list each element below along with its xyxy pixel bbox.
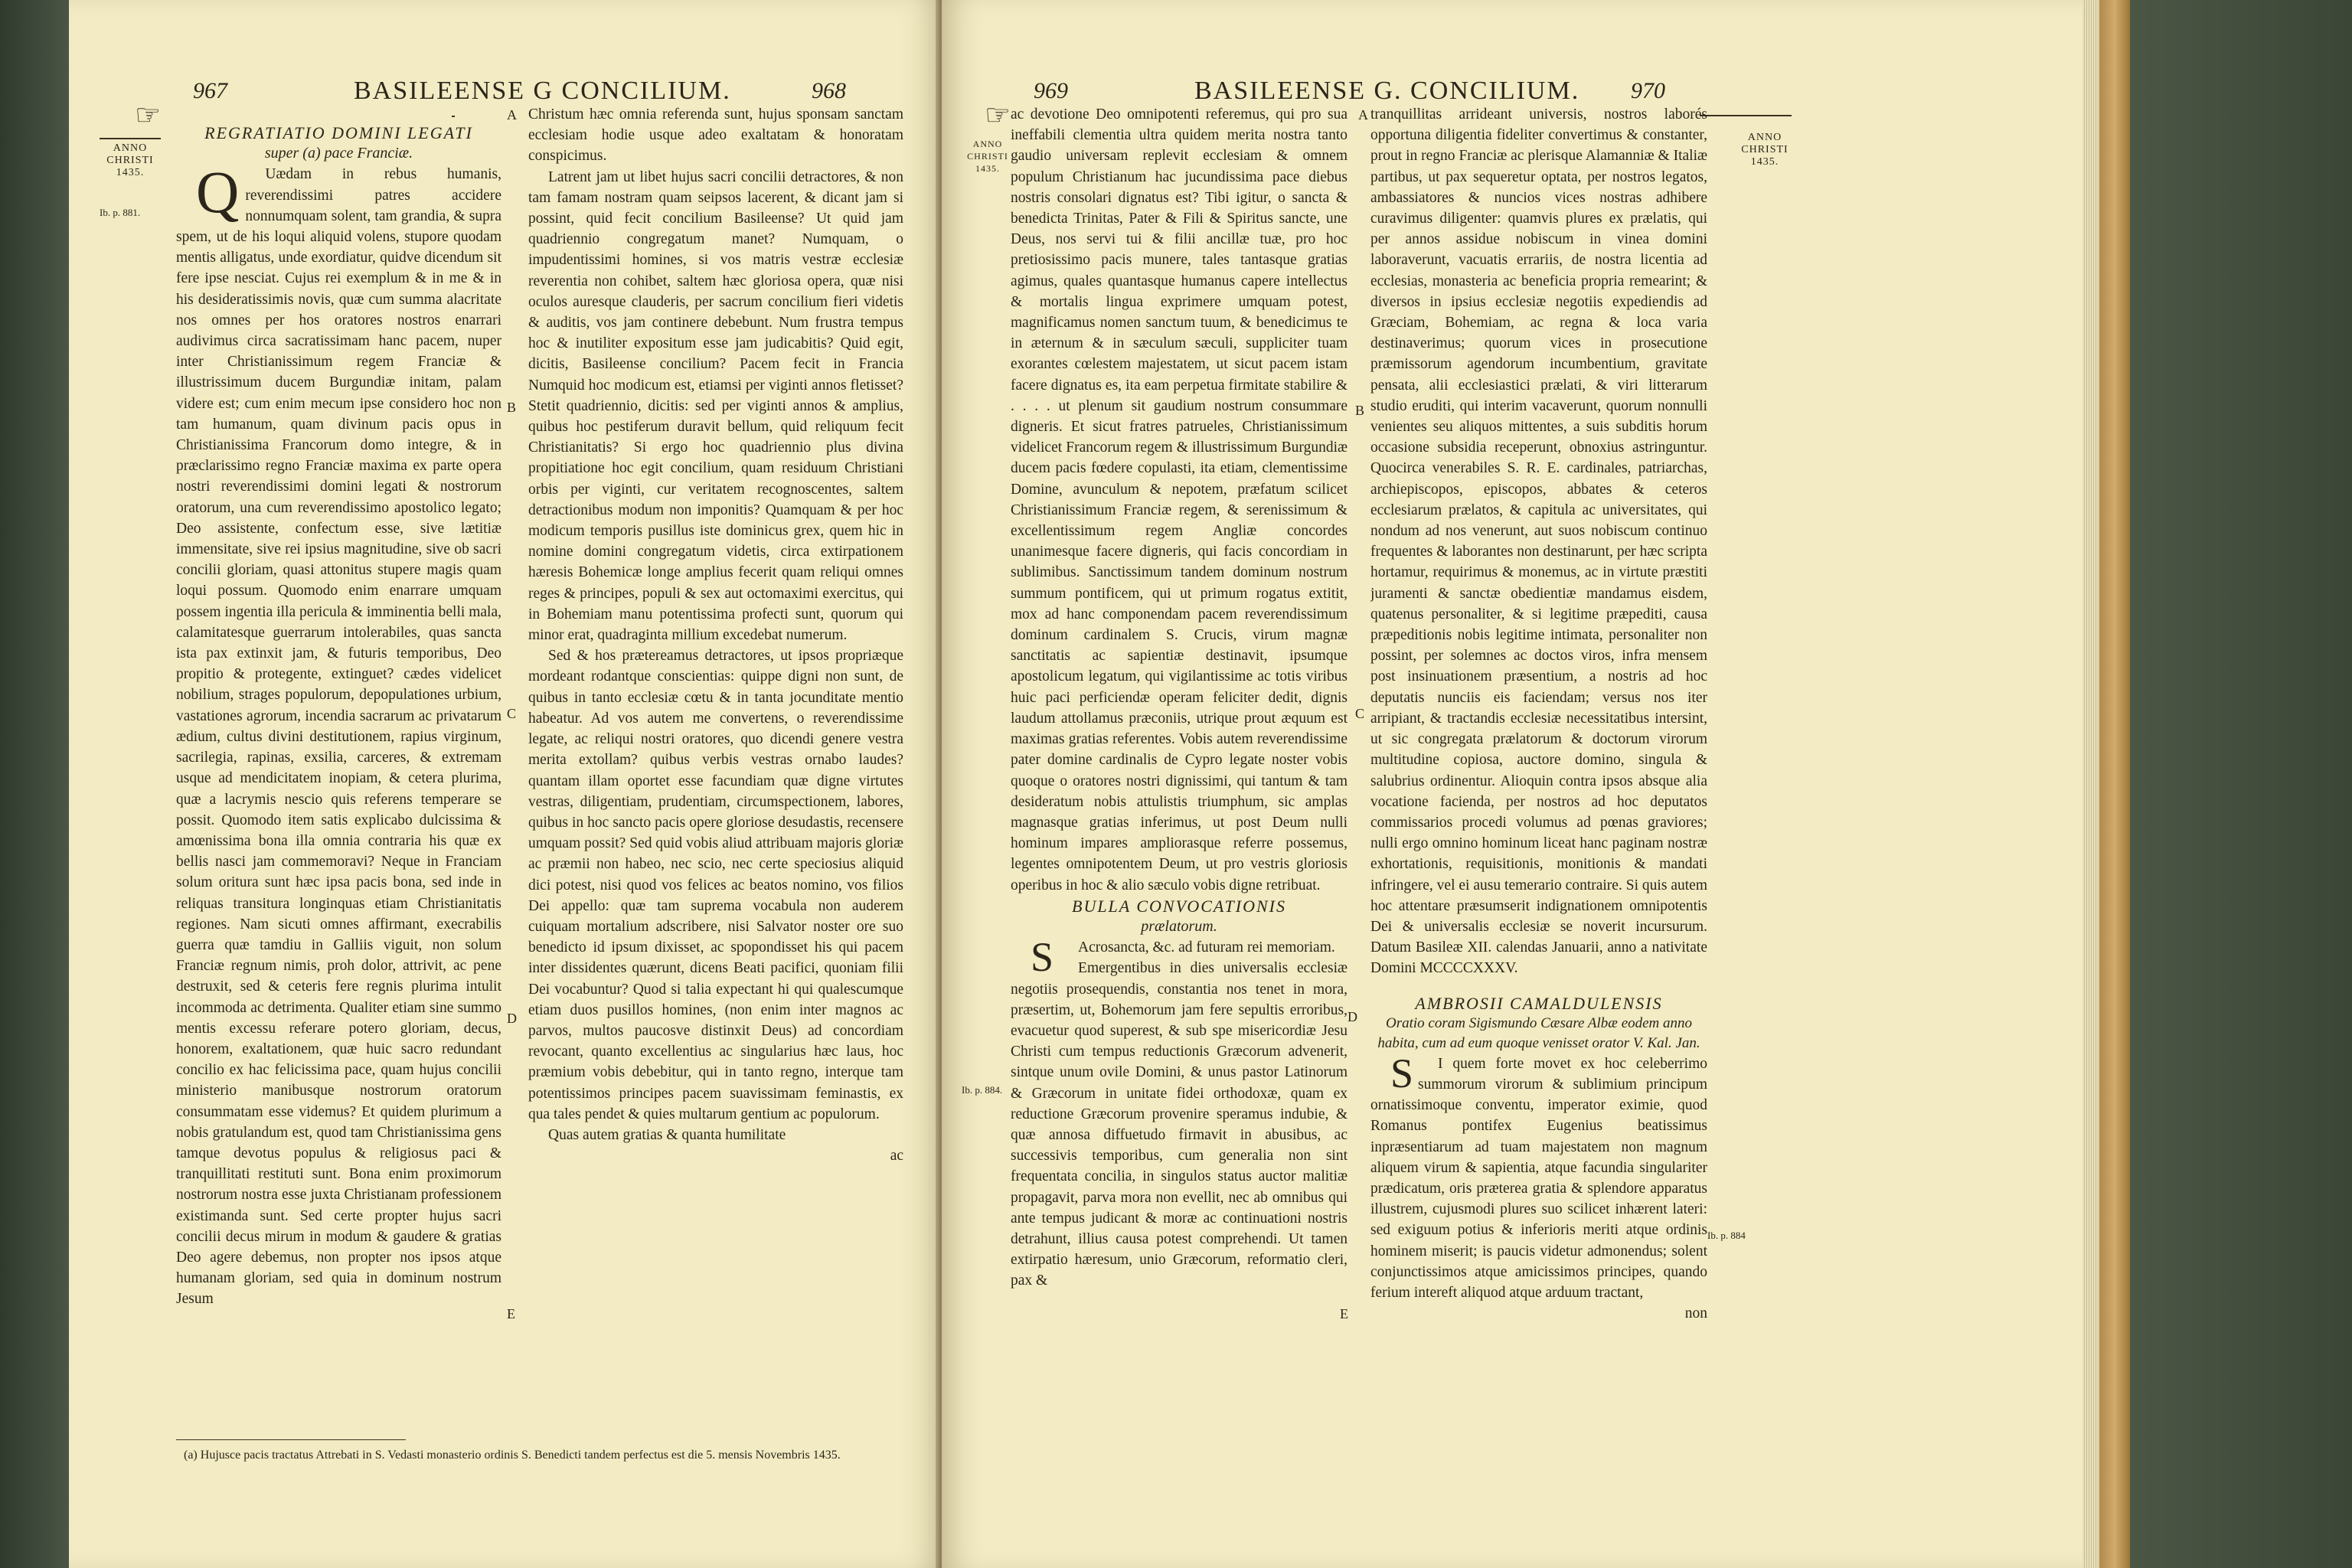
paragraph: Quas autem gratias & quanta humilitate (548, 1126, 786, 1143)
margin-year-line: ANNO (113, 142, 148, 154)
text-column-left (1011, 104, 1348, 1505)
book-cover-edge (2099, 0, 2130, 1568)
margin-letter: E (507, 1306, 515, 1321)
margin-letter: A (507, 107, 517, 122)
paragraph: tranquillitas arrideant universis, nostros laborés opportuna diligentia fideliter convertimus & constanter, prout in regno Franciæ ac plerisque Alamanniæ & Italiæ partibus, ut pax sequeretur optata, per nostros legatos, ambassiatores & nuncios vices nostras adhibere curavimus diligenter: quamvis plures ex prælatis, qui per annos assidue nobiscum in vinea domini laboraverunt, vacuatis errariis, de nostra licentia ad ecclesias, monasteria ac beneficia propria remearint; & diversos in ipsius ecclesiæ negotiis expediendis ad Græciam, Bohemiam, ac regna & loca varia destinaverimus; quorum vices in prosecutione præmissorum agendorum incumbentium, gravitate pensata, alii ecclesiastici prælati, & viri litterarum studio eruditi, qui interim vacaverunt, quorum nonnulli venientes seu aliquos mittentes, a suis subditis horum occasione subsidia receperunt, obnoxius astringuntur. Quocirca venerabiles S. R. E. cardinales, patriarchas, archiepiscopos, episcopos, abbates & ceteros ecclesiarum prælatos, & capitula ac universitates, qui nondum ad nos venerunt, aut suos nobiscum continuo frequentes & laborantes non destinarunt, per hæc scripta hortamur, requirimus & monemus, ac in virtute præstiti juramenti & sanctæ obedientiæ mandamus eisdem, quatenus personaliter, & si legitime præpediti, causa præpeditionis nobis legitime intimata, personaliter non possint, per solemnes ac doctos viros, infra mensem post insinuationem præsentium, a nostris ad hoc deputatis nunciis eis faciendam; versus nos iter arripiant, & tractandis ecclesiæ necessitatibus intersint, ut sic congregata prælatorum & doctorum virorum multitudine copiosa, auctore domino, singula & salubrius ordinentur. Alioquin contra ipsos absque alia vocatione facienda, per nostros ad hoc deputatos commissarios procedi volumus ad pœnas graviores; nulli ergo omnino hominum liceat hanc paginam nostræ exhortationis, requisitionis, monitionis & mandati infringere, vel ei ausu temerario contraire. Si quis autem hoc attentare præsumserit indignationem omnipotentis Dei & universalis ecclesiæ se noverit incursurum. Datum Basileæ XII. calendas Januarii, anno a nativitate Domini MCCCCXXXV. (1370, 106, 1707, 977)
paragraph (1011, 934, 1348, 981)
margin-year (1734, 132, 1795, 168)
paragraph: ac devotione Deo omnipotenti referemus, qui pro sua ineffabili clementia ultra quidem merita nostra tanto gaudio universam replevit ecclesiam & omnem populum Christianum hac jucundissima pace diebus nostris consolari dignatus est? Tibi igitur, o sancta & benedicta Trinitas, Pater & Fili & Spiritus sancte, une Deus, nos servi tui & filii ancillæ tuæ, pro hoc pretiosissimo pacis munere, tales tantasque gratias agimus, quales quantasque humanus capere intellectus & mortalis lingua exprimere umquam potest, magnificamus nomen sanctum tuum, & benedicimus te in æternum & in sæculum sæculi, suppliciter tuam exorantes cœlestem majestatem, ut sicut pacem istam facere dignatus es, ita eam perpetua firmitate stabilire & . . . . ut plenum sit gaudium nostrum consummare digneris. Et sicut fratres patrueles, Christianissimum videlicet Francorum regem & illustrissimum Burgundiæ ducem pacis fœdere copulasti, ita etiam, clementissime Domine, avunculum & nepotem, præfatum scilicet Christianissimum Franciæ regem, & serenissimum & excellentissimum regem Angliæ concordes unanimesque facere digneris, qui facis concordiam in sublimibus. Sanctissimum tandem dominum nostrum summum pontificem, qui ut primum rogatus extitit, mox ad hanc componendam pacem reverendissimum dominum cardinalem S. Crucis, virum magnæ sanctitatis ac sapientiæ destinavit, ipsumque apostolicum legatum, qui vigilantissime ac totis viribus huic paci perficiendæ operam feliciter dedit, dignis laudum attollamus præconiis, utrique prout æquum est maximas gratias referentes. Vobis autem reverendissime pater domine cardinalis de Cypro legate noster vobis quoque o oratores nostri dignissimi, qui tantum & tam desideratum nobis attulistis triumphum, sic amplas magnasque gratias inferimus, ut post Deum nulli hominum impares ampliorasque referre possemus, legentes omnipotentem Deum, ut pro vestris gloriosis operibus in hoc & alio sæculo vobis digne retribuat. (1011, 106, 1348, 893)
margin-year (965, 138, 1011, 175)
margin-reference: Ib. p. 884 (1707, 1230, 1746, 1241)
pointing-hand-icon: ☞ (135, 100, 162, 132)
divider (1700, 115, 1792, 116)
section-subtitle: Oratio coram Sigismundo Cæsare Albæ eodem anno habita, cum ad eum quoque venisset orator V. Kal. Jan. (1377, 1014, 1700, 1051)
paragraph: Emergentibus in dies universalis ecclesiæ negotiis prosequendis, constantia nos tenet in mora, præsertim, ut, Bohemorum jam fere sepultis erroribus, evacuetur quod superest, & sub spe misericordiæ Jesu Christi cum tempus reductionis Græcorum advenerit, sintque unum ovile Domini, & unus pastor Latinorum & Græcorum in unitate fidei orthodoxæ, quam ex reductione Græcorum provenire speramus indubie, & quæ annosa diffuetudo firmavit in abusibus, ac successivis temporibus, cum generalia non sint frequentata concilia, in singulos status auctor malitiæ propagavit, parva mora non evellit, nec ab omnibus qui ante tempus judicant & moræ ac continuationi nostris detrahunt, illius causa potest comprehendi. Ut tamen extirpatio hæresum, unio Græcorum, reformatio cleri, pax & (1011, 960, 1348, 1289)
text-column-left (176, 122, 501, 1439)
pointing-hand-icon: ☞ (985, 100, 1011, 132)
left-page (69, 0, 942, 1568)
paragraph (1370, 1050, 1707, 1303)
margin-letter: D (1348, 1009, 1357, 1024)
margin-year-line: ANNO (1747, 132, 1782, 143)
margin-year (100, 142, 161, 179)
margin-letter: A (1358, 107, 1368, 122)
folio-number: 968 (812, 78, 846, 103)
paragraph: Sed & hos prætereamus detractores, ut ipsos propriæque mordeant rodantque conscientias: quippe digni non sunt, de quibus in tanto ecclesiæ cœtu & in tanta jocunditate mentio habeatur. Ad vos autem me convertens, o reverendissime legate, ac reliqui nostri oratores, quo dicendi genere vestra merita extollam? quibus verbis vestras ornabo laudes? quantam illam oportet esse facundiam quæ digne virtutes vestras, diligentiam, prudentiam, circumspectionem, labores, quibus in hoc sancto pacis opere gloriose desudastis, recensere umquam possit? Sed quid vobis aliud attribuam majoris gloriæ ac præmii non habeo, nec scio, nec certe speciosius aliquid dici potest, nisi quod vos felices ac beatos nomino, vos filios Dei appello: quæ tam suprema vocabula non auderem cuiquam mortalium adscribere, nisi Salvator noster ore suo benedicto id ipsum dixisset, ac spopondisset his qui pacem inter dissidentes quærunt, dicens Beati pacifici, quoniam filii Dei vocabuntur? Quod si talia expectant hi qui qualescumque etiam duos pusillos homines, (non enim inter magnos ac parvos, multos paucosve distinxit Deus) ad concordiam revocant, quanto excellentius ac singularius hæc laus, hoc præmium vobis debebitur, qui in tanto regno, interque tam potentissimos principes pacem suavissimam feminastis, ex qua tales pendet & quies multarum gentium ac populorum. (528, 648, 903, 1122)
running-title: BASILEENSE G. CONCILIUM. (1194, 77, 1580, 105)
running-title: BASILEENSE G CONCILIUM. (354, 77, 731, 105)
margin-year-line: CHRISTI (967, 151, 1008, 162)
margin-reference: Ib. p. 884. (962, 1084, 1003, 1096)
margin-year-line: 1435. (1750, 156, 1779, 168)
margin-letter: B (1355, 403, 1365, 418)
footnote: (a) Hujusce pacis tractatus Attrebati in S. Vedasti monasterio ordinis S. Benedicti tandem perfectus est die 5. mensis Novembris 1435. (184, 1449, 841, 1462)
margin-letter: C (507, 706, 517, 721)
margin-letter: B (507, 400, 517, 415)
section-subtitle: prælatorum. (1141, 917, 1217, 935)
section-title: AMBROSII CAMALDULENSIS (1415, 993, 1663, 1013)
paragraph: Latrent jam ut libet hujus sacri concilii detractores, & non tam famam nostram quam seipsos lacerent, & dicant jam si possint, quid fecit concilium Basileense? Ut quid jam quadriennio congregatum manet? Numquam, o impudentissimi homines, si vos matris vestræ ecclesiæ reverentia non cohibet, saltem hæc gloriosa opera, quæ nisi oculos auresque clauderis, per sacrum concilium fieri videtis & auditis, vos jam continere debebunt. Num frustra tempus hoc & inutiliter expositum esse jam judicabitis? Quid egit, dicitis, Basileense concilium? Pacem fecit in Francia Numquid hoc modicum est, etiamsi per viginti annos fletisset? Stetit quadriennio, dicitis: sed per viginti annos & amplius, quibus hoc pestiferum duravit bellum, quid reliquum fecit Christianitatis? Si ergo hoc quadriennio plus divina propitiatione hoc egit concilium, quam residuum Christiani orbis per viginti, cur veritatem recognoscentes, saltem detractionibus modum non imponitis? Quamquam & per hoc modicum temporis pusillus iste dominicus grex, quem hic in nomine domini congregatum videtis, circa extirpationem hæresis Bohemicæ longe amplius fecerit quam reliqui omnes reges & principes, populi & sex aut octomaximi exercitus, qui in Bohemiam manu potentissima profecti sunt, quorum qui minor erat, quadraginta millium excedebat numerum. (528, 168, 903, 644)
paragraph-text: Acrosancta, &c. ad futuram rei memoriam. (1078, 939, 1335, 956)
background-left (0, 0, 69, 1568)
background-right (2099, 0, 2352, 1568)
page-edges (2082, 0, 2099, 1568)
margin-year-line: 1435. (975, 163, 1000, 174)
text-column-right (1370, 104, 1707, 1505)
paragraph: Christum hæc omnia referenda sunt, hujus sponsam sanctam ecclesiam hodie usque adeo exaltatam & honoratam conspicimus. (528, 106, 903, 165)
section-title: BULLA CONVOCATIONIS (1072, 896, 1286, 916)
margin-letter: C (1355, 706, 1365, 721)
margin-year-line: ANNO (972, 139, 1003, 149)
footnote-rule (176, 1439, 406, 1440)
margin-letter: E (1340, 1306, 1348, 1321)
catchword: ac (890, 1148, 903, 1165)
catchword: non (1684, 1305, 1707, 1322)
paragraph-text: I quem forte movet ex hoc celeberrimo summorum virorum & sublimium principum ornatissimoque conventu, imperator eximie, quod Romanus pontifex Eugenius beatissimus inpræsentiarum ad tuam majestatem non magnum aliquem virum & sapientia, atque facundia singulariter prædicatum, oris præterea gratia & splendore apparatus illustrem, cujusmodi plures suo scilicet inhærent lateri: sed exiguum potius & inferioris meriti atque ordinis hominem miserit; is paucis videtur admonendus; solent conjunctissimos atque amicissimos principes, quando ferium intereft aliquod atque arduum tractant, (1370, 1055, 1707, 1301)
right-page (942, 0, 2082, 1568)
margin-reference: Ib. p. 881. (100, 207, 141, 218)
margin-year-line: CHRISTI (106, 155, 154, 166)
margin-year-line: CHRISTI (1741, 144, 1788, 155)
drop-cap: Q (196, 158, 240, 226)
folio-number: 967 (193, 78, 227, 103)
margin-letter: D (507, 1011, 517, 1026)
folio-number: 969 (1034, 78, 1068, 103)
margin-year-line: 1435. (116, 167, 145, 178)
divider (452, 116, 455, 117)
divider (100, 138, 161, 139)
text-column-right (528, 104, 903, 1444)
paragraph (176, 158, 501, 1309)
folio-number: 970 (1631, 78, 1665, 103)
section-subtitle: super (a) pace Franciæ. (264, 145, 413, 162)
section-title: REGRATIATIO DOMINI LEGATI (204, 123, 473, 142)
drop-cap: S (1031, 934, 1054, 981)
paragraph-text: Uædam in rebus humanis, reverendissimi patres accidere nonnumquam solent, tam grandia, & supra spem, ut de his loqui aliquid volens, stupore quodam mentis alligatus, unde exordiatur, quidve dicendum sit fere ipse nesciat. Cujus rei exemplum & in me & in his desideratissimis novis, quæ cum summa alacritate nos omnes per hos oratores nostros enarrari audivimus circa sacratissimam hanc pacem, nuper inter Christianissimum regem Franciæ & illustrissimum ducem Burgundiæ initam, palam videre est; cum enim mecum ipse considero hoc non tam humanum, quam divinum pacis opus in Christianissima Francorum domo integre, & in præclarissimo regno Franciæ maxima ex parte opera nostri reverendissimi domini legati & nostrorum oratorum, una cum reverendissimo apostolico legato; Deo assistente, confectum esse, sive lætitiæ immensitate, sive rei ipsius magnitudine, sive ob sacri concilii gloriam, quasi attonitus stupere magis quam loqui possum. Quomodo enim enarrare umquam possem ingentia illa pericula & imminentia belli mala, calamitatesque guerrarum intolerabiles, quas sancta ista pax extinxit jam, & futuris temporibus, Deo propitio & protegente, extinguet? cædes videlicet nobilium, strages populorum, depopulationes urbium, vastationes agrorum, incendia sacrarum ac privatarum ædium, cultus divini destitutionem, rapius virginum, sacrilegia, rapinas, exsilia, carceres, & extremam usque ad mendicitatem inopiam, & cetera plurima, quæ a lacrymis nescio quis referens temperare se possit. Quomodo item satis explicabo dulcissima & amœnissima bona illa omnia contraria his quæ ex bellis nasci jam commemoravi? Neque in Franciam solum oritura sunt hæc ipsa pacis bona, sed inde in reliquas transitura longinquas etiam Christianitatis regiones. Nam sicuti omnes affirmant, execrabilis guerra quæ tamdiu in Galliis viguit, non solum Franciæ regnum nimis, proh dolor, attrivit, ac pene destruxit, sed & ceteris fere regnis plurima intulit incommoda ac detrimenta. Qualiter etiam sine summo mentis excessu referare potero gloriam, decus, honorem, exaltationem, quæ huic sacro redundant concilio ex hac felicissima pace, quam hujus concilii ministerio manibusque nostrorum oratorum consummatam esse videmus? Et quidem plurimum a nobis gratulandum est, quod tam Christianissima gens tamque devotus populus & religiosus paci & tranquillitati restituti sunt. Bona enim proximorum nostrorum nostra esse juxta Christianam professionem existimanda sunt. Sed certe propter hujus sacri concilii decus mirum in modum & gaudere & gratias Deo agere debemus, non propter nos ipsos atque humanam gloriam, sed quia in dominum nostrum Jesum (176, 166, 501, 1308)
drop-cap: S (1390, 1050, 1414, 1096)
